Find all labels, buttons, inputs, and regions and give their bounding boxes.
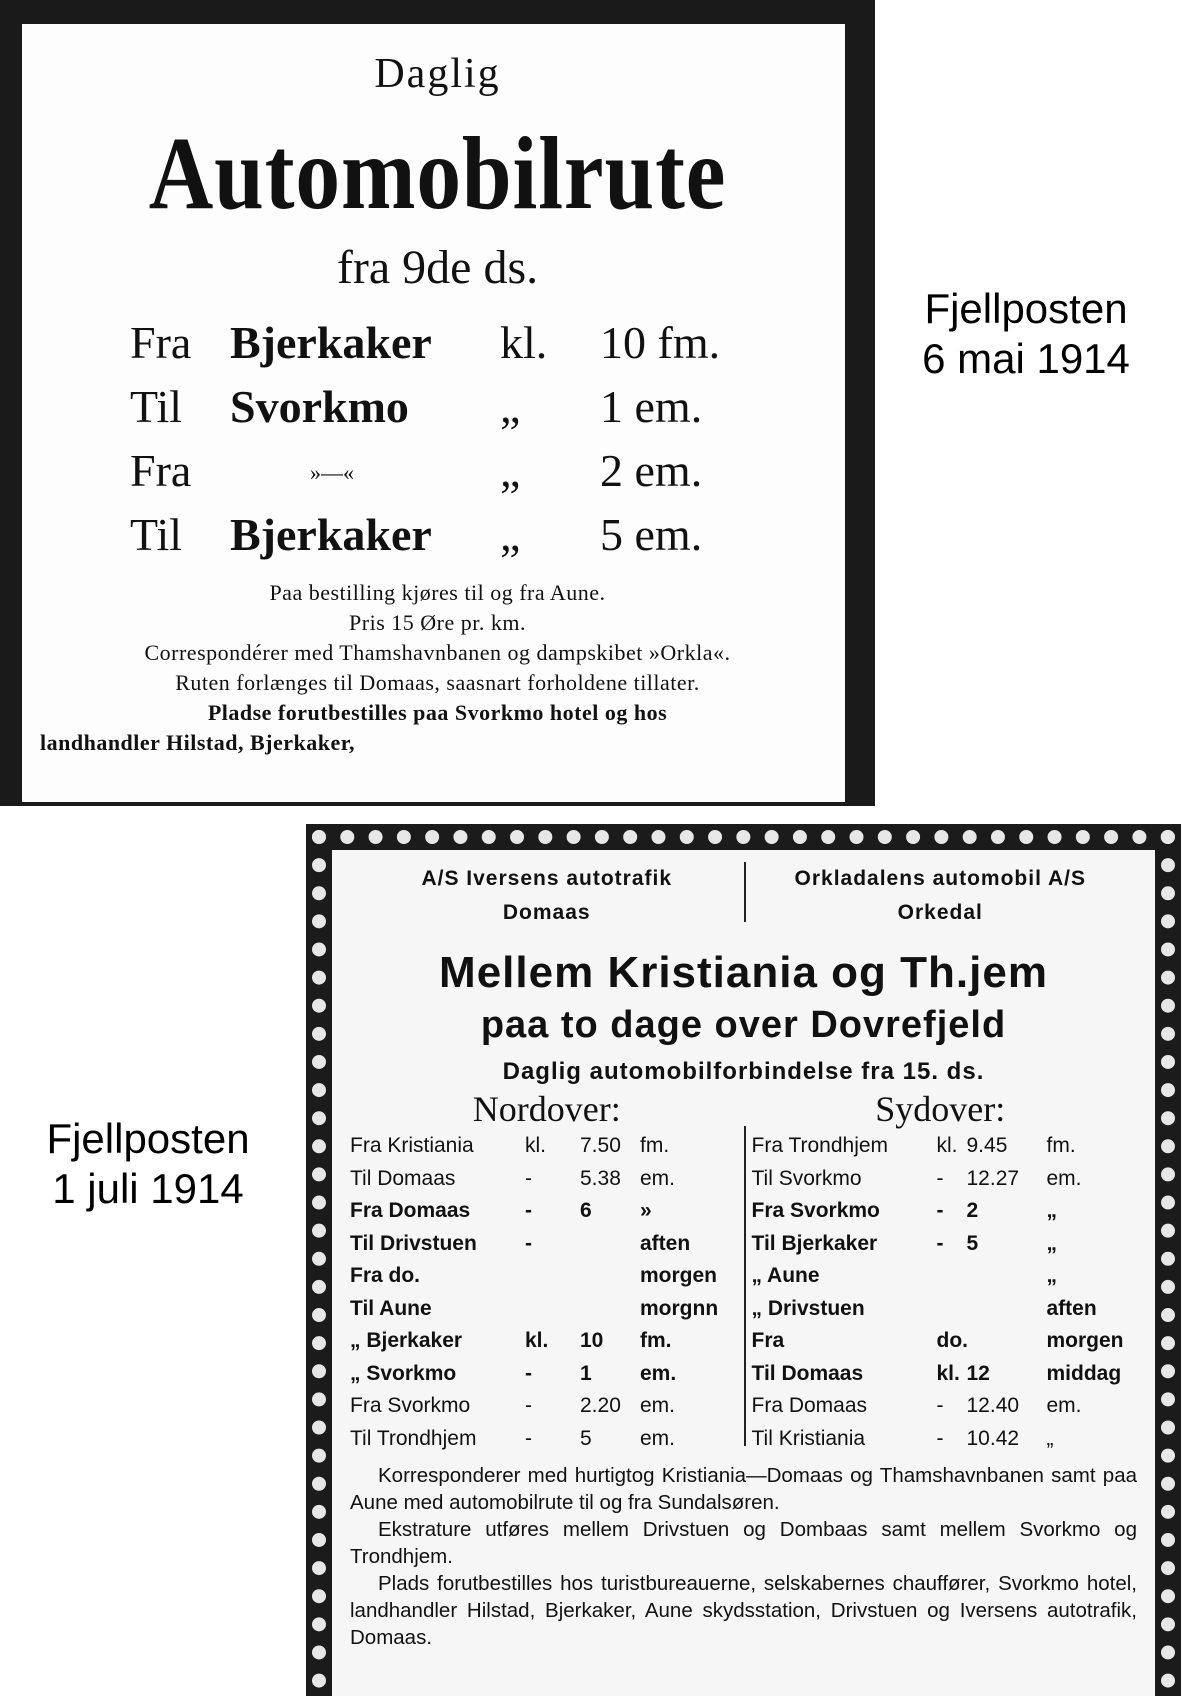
route-kl: kl.	[500, 317, 548, 368]
caption-date: 6 mai 1914	[922, 335, 1130, 382]
ad-start-date: fra 9de ds.	[336, 241, 539, 294]
schedule-time: 5	[966, 1231, 979, 1255]
schedule-place: Fra Domaas	[751, 1394, 868, 1417]
schedule-row	[752, 1360, 1138, 1393]
schedule-ampm: middag	[1046, 1361, 1122, 1385]
schedule-row	[752, 1425, 1138, 1458]
schedule-time: 10	[580, 1329, 604, 1352]
schedule-ampm: morgen	[640, 1264, 718, 1287]
schedule-ampm: morgen	[1046, 1329, 1124, 1352]
schedule-row	[350, 1262, 744, 1295]
route-place: Svorkmo	[230, 381, 409, 432]
newspaper-clipping-may	[0, 0, 875, 806]
schedule-row	[752, 1230, 1138, 1263]
schedule-time: 5.38	[580, 1166, 621, 1190]
ad-tagline: Daglig automobilforbindelse fra 15. ds.	[502, 1058, 985, 1085]
route-direction: Fra	[130, 317, 192, 368]
schedule-place: Fra Kristiania	[350, 1134, 474, 1157]
schedule-kl: -	[936, 1166, 944, 1190]
north-heading: Nordover:	[472, 1089, 621, 1129]
schedule-row	[752, 1165, 1138, 1198]
schedule-kl: -	[936, 1426, 944, 1450]
note-paragraph: Ekstrature utføres mellem Drivstuen og Dombaas samt mellem Svorkmo og Trondhjem.	[350, 1518, 1137, 1568]
schedule-ampm: fm.	[640, 1134, 670, 1157]
schedule-row	[752, 1262, 1138, 1295]
route-place: Bjerkaker	[230, 509, 432, 560]
schedule-time: 12.27	[966, 1166, 1020, 1190]
schedule-row	[752, 1197, 1138, 1230]
company-right	[744, 862, 1138, 930]
schedule-row	[752, 1295, 1138, 1328]
schedule-place: Til Aune	[350, 1296, 432, 1320]
schedule-row	[350, 1425, 744, 1458]
schedule-row	[350, 1230, 744, 1263]
schedule-place: Til Svorkmo	[751, 1166, 862, 1190]
schedule-row	[350, 1360, 744, 1393]
route-time: 1 em.	[600, 381, 703, 432]
schedule-row	[752, 1132, 1138, 1165]
route-time: 5 em.	[600, 509, 703, 560]
note-paragraph: Plads forutbestilles hos turistbureauerne, selskabernes chauffører, Svorkmo hotel, landhandler Hilstad, Bjerkaker, Aune skydsstation, Drivstuen og Iversens autotrafik, Domaas.	[350, 1572, 1137, 1649]
schedule-ampm: em.	[640, 1361, 677, 1385]
ad-subtitle: paa to dage over Dovrefjeld	[480, 1004, 1007, 1046]
schedule-kl: kl.	[525, 1329, 549, 1352]
caption-date: 1 juli 1914	[52, 1165, 244, 1212]
schedule-place: Fra	[751, 1329, 785, 1352]
schedule-ampm: „	[1046, 1231, 1057, 1255]
schedule-row	[350, 1392, 744, 1425]
route-place: Bjerkaker	[230, 317, 432, 368]
route-kl: „	[500, 509, 521, 560]
schedule-time: 9.45	[966, 1134, 1008, 1157]
schedule-kl: kl.	[525, 1134, 546, 1157]
caption-paper: Fjellposten	[924, 285, 1128, 332]
ad-title: Mellem Kristiania og Th.jem	[439, 948, 1048, 997]
schedule-ampm: em.	[1046, 1166, 1082, 1190]
schedule-ampm: em.	[1046, 1394, 1082, 1417]
schedule-time: 7.50	[580, 1134, 621, 1157]
schedule-place: Til Domaas	[350, 1166, 456, 1190]
schedule-ampm: em.	[640, 1166, 676, 1190]
ad-heading-small: Daglig	[374, 51, 501, 97]
schedule-kl: -	[936, 1231, 944, 1255]
route-direction: Fra	[130, 445, 192, 496]
schedule-kl: do.	[936, 1329, 968, 1352]
schedule-row	[350, 1132, 744, 1165]
schedule-row	[350, 1295, 744, 1328]
schedule-row	[350, 1165, 744, 1198]
north-schedule	[350, 1132, 744, 1457]
ad-line: Correspondérer med Thamshavnbanen og dampskibet »Orkla«.	[144, 640, 731, 665]
schedule-place: Fra Trondhjem	[751, 1134, 889, 1157]
schedule-time: 10.42	[966, 1426, 1020, 1450]
schedule-place: Til Bjerkaker	[751, 1231, 878, 1255]
schedule-place: Fra Domaas	[350, 1199, 471, 1222]
schedule-kl: -	[525, 1426, 532, 1450]
company-left	[350, 862, 744, 930]
schedule-time: 1	[580, 1361, 592, 1385]
schedule-time: 5	[580, 1426, 592, 1450]
schedule-place: „ Drivstuen	[751, 1296, 865, 1320]
schedule-ampm: „	[1046, 1426, 1054, 1450]
schedule-place: „ Svorkmo	[350, 1361, 457, 1385]
ad-line: Pladse forutbestilles paa Svorkmo hotel og hos	[207, 700, 668, 725]
ad-line: Pris 15 Øre pr. km.	[349, 610, 526, 635]
schedule-ampm: aften	[640, 1231, 691, 1255]
route-direction: Til	[130, 509, 183, 560]
schedule-kl: -	[525, 1199, 532, 1222]
schedule-kl: -	[525, 1166, 532, 1190]
schedule-time: 2.20	[580, 1394, 621, 1417]
south-heading: Sydover:	[875, 1089, 1006, 1129]
schedule-place: Fra Svorkmo	[751, 1199, 880, 1222]
company-name: A/S Iversens autotrafik	[421, 867, 673, 890]
schedule-ampm: »	[640, 1199, 652, 1222]
schedule-row	[752, 1327, 1138, 1360]
schedule-time: 12	[966, 1361, 990, 1385]
route-kl: „	[500, 381, 521, 432]
schedule-place: Til Trondhjem	[350, 1426, 477, 1450]
schedule-kl: -	[936, 1199, 944, 1222]
ad-heading-big: Automobilrute	[148, 116, 727, 231]
schedule-ampm: aften	[1046, 1296, 1097, 1320]
schedule-kl: -	[936, 1394, 944, 1417]
schedule-place: „ Aune	[751, 1264, 820, 1287]
schedule-place: Fra do.	[350, 1264, 421, 1287]
schedule-kl: -	[525, 1361, 532, 1385]
route-direction: Til	[130, 381, 183, 432]
schedule-ampm: em.	[640, 1426, 676, 1450]
schedule-place: Fra Svorkmo	[350, 1394, 471, 1417]
schedule-kl: -	[525, 1394, 532, 1417]
newspaper-clipping-july	[306, 824, 1181, 1696]
schedule-time: 12.40	[966, 1394, 1020, 1417]
schedule-kl: kl.	[936, 1134, 958, 1157]
schedule-row	[350, 1197, 744, 1230]
schedule-kl: -	[525, 1231, 532, 1255]
company-name: Orkladalens automobil A/S	[794, 867, 1086, 890]
company-town: Orkedal	[897, 901, 983, 924]
route-kl: „	[500, 445, 521, 496]
ad-line: landhandler Hilstad, Bjerkaker,	[40, 730, 356, 755]
route-time: 2 em.	[600, 445, 703, 496]
schedule-ampm: fm.	[640, 1329, 672, 1352]
caption-paper: Fjellposten	[46, 1115, 250, 1162]
ad-line: Ruten forlænges til Domaas, saasnart forholdene tillater.	[175, 670, 700, 695]
schedule-time: 2	[966, 1199, 979, 1222]
schedule-kl: kl.	[936, 1361, 960, 1385]
schedule-place: Til Drivstuen	[350, 1231, 477, 1255]
schedule-ampm: „	[1046, 1264, 1057, 1287]
schedule-row	[752, 1392, 1138, 1425]
schedule-row	[350, 1327, 744, 1360]
schedule-time: 6	[580, 1199, 592, 1222]
caption-may	[896, 284, 1156, 384]
route-place: »—«	[310, 460, 354, 485]
ad-notes	[350, 1462, 1137, 1651]
schedule-ampm: fm.	[1046, 1134, 1076, 1157]
schedule-ampm: morgnn	[640, 1296, 719, 1320]
route-time: 10 fm.	[600, 317, 721, 368]
note-paragraph: Korresponderer med hurtigtog Kristiania—Domaas og Thamshavnbanen samt paa Aune med automobilrute til og fra Sundalsøren.	[350, 1464, 1137, 1514]
south-schedule	[744, 1132, 1138, 1457]
schedule-place: Til Domaas	[751, 1361, 864, 1385]
company-town: Domaas	[502, 901, 591, 924]
schedule-ampm: „	[1046, 1199, 1057, 1222]
schedule-place: Til Kristiania	[751, 1426, 866, 1450]
caption-july	[18, 1114, 278, 1214]
schedule-place: „ Bjerkaker	[350, 1329, 463, 1352]
schedule-ampm: em.	[640, 1394, 676, 1417]
ad-line: Paa bestilling kjøres til og fra Aune.	[269, 580, 606, 605]
